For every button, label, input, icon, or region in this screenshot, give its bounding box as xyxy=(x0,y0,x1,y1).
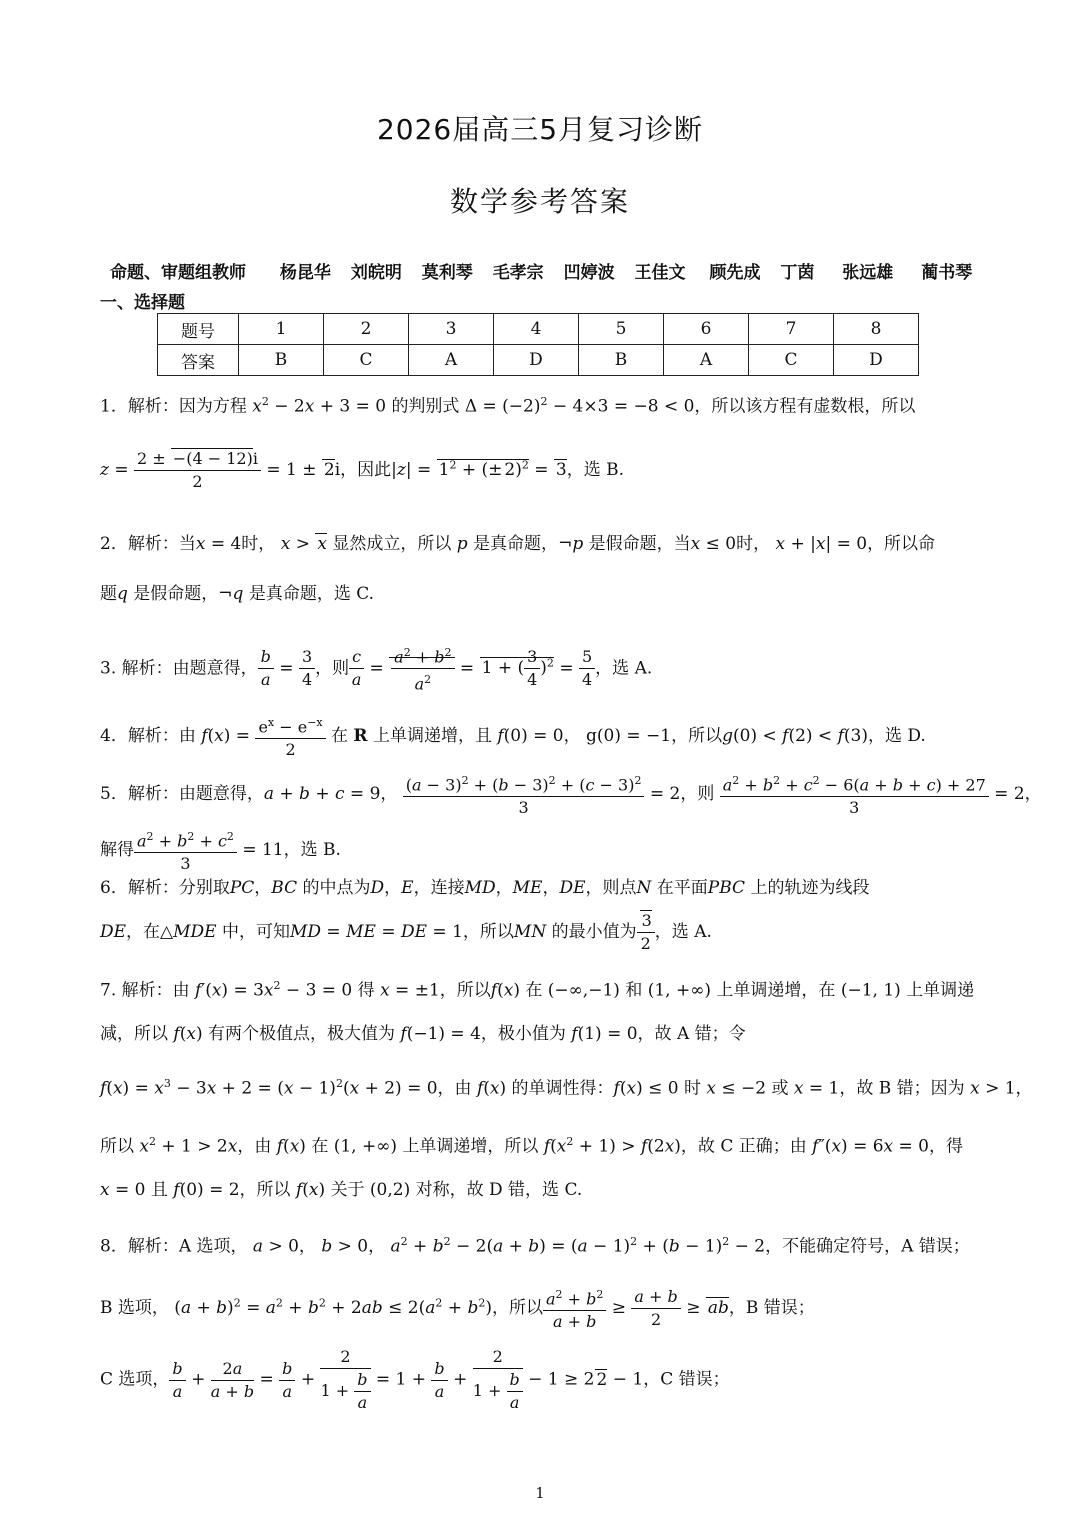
solution-3: 3. 解析：由题意得， $\frac{b}{a}$ = $\frac{3}{4}$ ，则 $\frac{c}{a}$ = $\frac{a^2 + b^2}{a^2}$ = 1 + ( $\frac{3}{4}$ )$^2$ = $\frac{5}{4}$ ，选 A. xyxy=(100,642,980,696)
section-heading: 一、选择题 xyxy=(100,293,185,313)
table-cell: 7 xyxy=(749,314,834,345)
solution-7-line-5: x = 0 且 f(0) = 2，所以 f(x) 关于 (0,2) 对称，故 D 错，选 C. xyxy=(100,1180,583,1200)
table-cell: 4 xyxy=(494,314,579,345)
table-cell: 6 xyxy=(664,314,749,345)
table-cell: 5 xyxy=(579,314,664,345)
page-title: 2026届高三5月复习诊断 xyxy=(376,113,704,146)
table-cell: 8 xyxy=(834,314,919,345)
solution-8-line-3: C 选项， $\frac{b}{a}$ + $\frac{2a}{a + b}$ = $\frac{b}{a}$ + 2 1 + $\frac{b}{a}$ = 1 + $\frac{b}{a}$ + 2 1 + $\frac{b}{a}$ − 1 ≥ 2 2 − 1，C 错误； xyxy=(100,1347,730,1412)
solution-7-line-3: $f(x) = x^3 - 3x + 2 = (x - 1)^2(x + 2) = 0$，由 f(x) 的单调性得：f(x) ≤ 0 时 x ≤ −2 或 x = 1，故 B 错；因为 x > 1， xyxy=(100,1077,1033,1099)
table-row xyxy=(158,345,919,376)
table-header-cell: 答案 xyxy=(158,345,239,376)
solution-4: 4．解析：由 f(x) = $\frac{e^x - e^{-x}}{2}$ 在 R 上单调递增，且 f(0) = 0， g(0) = −1，所以g(0) < f(2) < f(3)，选 D. xyxy=(100,712,980,761)
solution-8-line-1: 8．解析：A 选项， a > 0， b > 0， $a^2 + b^2 - 2(a + b) = (a - 1)^2 + (b - 1)^2 - 2$，不能确定符号，A 错误； xyxy=(100,1235,970,1257)
solution-7-line-1: 7. 解析：由 $f'(x) = 3x^2 - 3 = 0$ 得 x = ±1，所以f(x) 在 (−∞,−1) 和 (1, +∞) 上单调递增，在 (−1, 1) 上单调递 xyxy=(100,979,975,1001)
table-cell: C xyxy=(749,345,834,376)
table-row xyxy=(158,314,919,345)
author: 杨昆华 xyxy=(279,263,331,283)
author: 刘皖明 xyxy=(350,263,402,283)
table-cell: D xyxy=(834,345,919,376)
solution-5-line-2: 解得 $\frac{a^2 + b^2 + c^2}{3}$ = 11，选 B. xyxy=(100,826,980,875)
solution-6-line-1: 6．解析：分别取PC，BC 的中点为D，E，连接MD，ME，DE，则点N 在平面PBC 上的轨迹为线段 xyxy=(100,878,870,898)
solution-2-line-2: 题q 是假命题，¬q 是真命题，选 C. xyxy=(100,584,375,604)
page-subtitle: 数学参考答案 xyxy=(449,185,630,218)
answer-table xyxy=(157,313,919,376)
table-cell: D xyxy=(494,345,579,376)
author: 莫利琴 xyxy=(421,263,473,283)
author: 顾先成 xyxy=(709,263,761,283)
table-cell: A xyxy=(409,345,494,376)
solution-8-line-2: B 选项， $(a + b)^2 = a^2 + b^2 + 2ab \le 2(a^2 + b^2)$，所以 $\frac{a^2 + b^2}{a + b}$ ≥ $\frac{a + b}{2}$ ≥ ab，B 错误； xyxy=(100,1284,980,1333)
solution-7-line-4: 所以 $x^2 + 1 > 2x$，由 f(x) 在 (1, +∞) 上单调递增，所以 $f(x^2 + 1) > f(2x)$，故 C 正确；由 f″(x) = 6x = 0，得 xyxy=(100,1135,963,1157)
authors-line xyxy=(110,258,1010,283)
author: 丁茵 xyxy=(780,263,815,283)
author: 凹婷波 xyxy=(563,263,615,283)
table-cell: B xyxy=(579,345,664,376)
table-header-cell: 题号 xyxy=(158,314,239,345)
solution-2-line-1: 2．解析：当x = 4时， x > x 显然成立，所以 p 是真命题，¬p 是假命题，当x ≤ 0时， x + |x| = 0，所以命 xyxy=(100,534,936,554)
author: 毛孝宗 xyxy=(492,263,544,283)
solution-6-line-2: DE，在△MDE 中，可知MD = ME = DE = 1，所以MN 的最小值为 $\frac{3}{2}$ ，选 A. xyxy=(100,911,712,953)
table-cell: 1 xyxy=(239,314,324,345)
table-cell: A xyxy=(664,345,749,376)
table-cell: 3 xyxy=(409,314,494,345)
table-cell: B xyxy=(239,345,324,376)
page-number: 1 xyxy=(535,1484,545,1502)
author: 王佳文 xyxy=(634,263,686,283)
solution-1-line-1: 1．解析：因为方程 $x^2 - 2x + 3 = 0$ 的判别式 $\Delta = (-2)^2 - 4\times 3 = -8 < 0$，所以该方程有虚数根，所以 xyxy=(100,395,916,417)
solution-5-line-1: 5．解析：由题意得，a + b + c = 9， $\frac{(a - 3)^2 + (b - 3)^2 + (c - 3)^2}{3}$ = 2，则 $\frac{a^2 + b^2 + c^2 - 6(a + b + c) + 27}{3}$ = 2， xyxy=(100,770,980,819)
author: 张远雄 xyxy=(842,263,894,283)
authors-label: 命题、审题组教师 xyxy=(110,263,246,283)
table-cell: C xyxy=(324,345,409,376)
author: 蔺书琴 xyxy=(921,263,973,283)
solution-1-line-2: z = $\frac{2 \pm -(4 - 12)i}{2}$ = 1 ± 2i，因此$|z| = 1^2$ + (± 2)$^2$ = 3，选 B. xyxy=(100,449,625,491)
table-cell: 2 xyxy=(324,314,409,345)
solution-7-line-2: 减，所以 f(x) 有两个极值点，极大值为 f(−1) = 4，极小值为 f(1) = 0，故 A 错；令 xyxy=(100,1024,746,1044)
